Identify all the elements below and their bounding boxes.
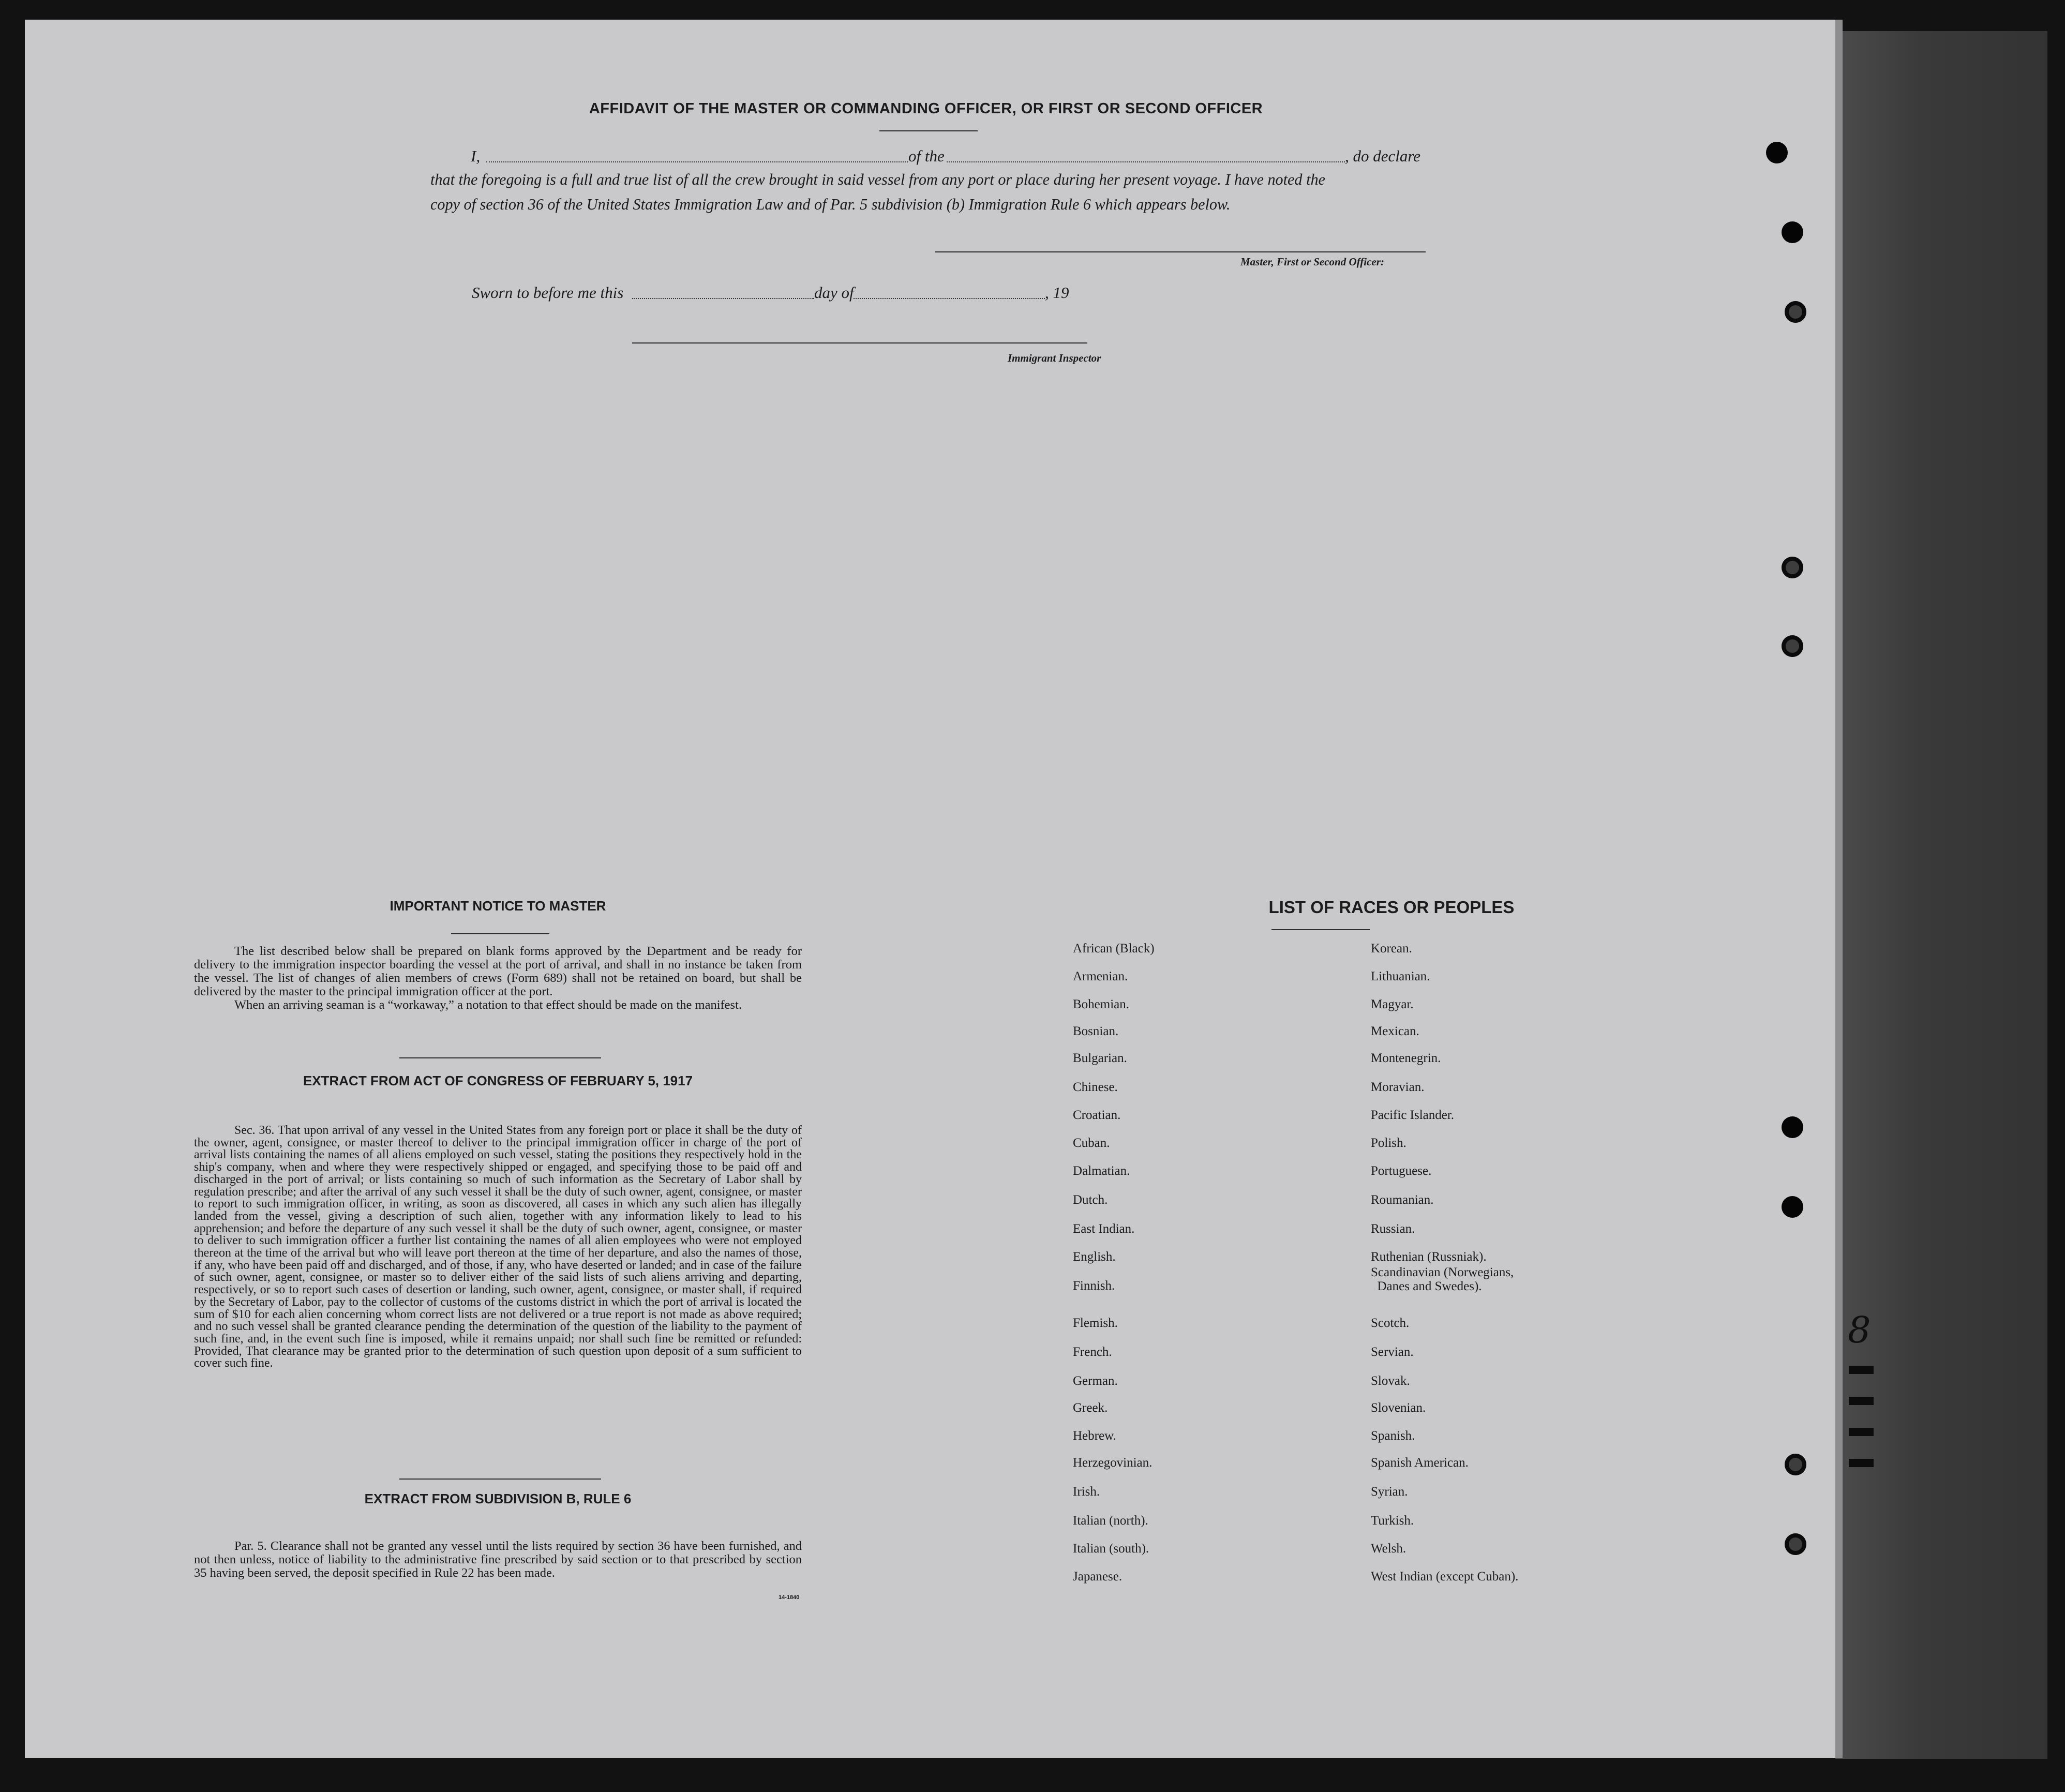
race-item: Flemish.: [1073, 1316, 1118, 1330]
race-item: Welsh.: [1371, 1542, 1406, 1556]
year-label: , 19: [1045, 283, 1069, 302]
race-item: Portuguese.: [1371, 1164, 1432, 1178]
race-item: Japanese.: [1073, 1570, 1123, 1584]
races-title-rule: [1271, 929, 1370, 930]
race-item: African (Black): [1073, 942, 1155, 955]
race-item: Cuban.: [1073, 1136, 1110, 1150]
race-item: Herzegovinian.: [1073, 1456, 1153, 1470]
race-item: Servian.: [1371, 1345, 1414, 1359]
race-item: Italian (south).: [1073, 1542, 1149, 1556]
binder-mark: [1849, 1428, 1874, 1436]
notice-body: [194, 945, 802, 1012]
notice-title-rule: [451, 933, 549, 934]
race-item: Korean.: [1371, 942, 1412, 955]
race-item: Croatian.: [1073, 1108, 1121, 1122]
affidavit-do-declare: , do declare: [1345, 147, 1421, 165]
race-item: Finnish.: [1073, 1279, 1115, 1293]
race-item: Bosnian.: [1073, 1024, 1119, 1038]
race-item: Spanish.: [1371, 1429, 1415, 1443]
affidavit-title: AFFIDAVIT OF THE MASTER OR COMMANDING OFFICER, OR FIRST OR SECOND OFFICER: [589, 100, 1263, 117]
race-item: Polish.: [1371, 1136, 1406, 1150]
affidavit-i-label: I,: [471, 147, 481, 165]
race-item: German.: [1073, 1374, 1118, 1388]
notice-paragraph: When an arriving seaman is a “workaway,” a notation to that effect should be made on the manifest.: [234, 998, 742, 1012]
race-item: Dalmatian.: [1073, 1164, 1130, 1178]
extract-rule-paragraph: Par. 5. Clearance shall not be granted any vessel until the lists required by section 36 have been furnished, and not then unless, notice of liability to the administrative fine prescribed by said section or to that prescribed by section 35 having been served, the deposit specified in Rule 22 has been made.: [194, 1539, 802, 1580]
form-number: 14-1840: [779, 1594, 800, 1601]
race-item: East Indian.: [1073, 1222, 1135, 1236]
section-rule: [399, 1057, 601, 1058]
race-item: Pacific Islander.: [1371, 1108, 1455, 1122]
binder-mark: [1849, 1366, 1874, 1374]
race-item: Spanish American.: [1371, 1456, 1469, 1470]
extract-rule-body: [194, 1540, 802, 1580]
race-item: Russian.: [1371, 1222, 1415, 1236]
binder-mark: [1849, 1459, 1874, 1467]
notice-paragraph: The list described below shall be prepared on blank forms approved by the Department and be ready for delivery to the immigration inspector boarding the vessel at the port of arrival, and shall in no instance be taken from the vessel. The list of changes of alien members of crews (Form 689) shall not be retained on board, but shall be delivered by the master to the principal immigration officer at the port.: [194, 944, 802, 998]
affidavit-body-line2: copy of section 36 of the United States Immigration Law and of Par. 5 subdivision (b) Immigration Rule 6 which appears below.: [430, 196, 1231, 213]
race-item: Bohemian.: [1073, 997, 1130, 1011]
punch-hole: [1785, 301, 1806, 323]
punch-hole: [1782, 1116, 1803, 1138]
binder-background: [1835, 31, 2047, 1759]
extract-rule-title: EXTRACT FROM SUBDIVISION B, RULE 6: [364, 1491, 632, 1506]
race-item: Dutch.: [1073, 1193, 1108, 1207]
handwritten-mark: 8: [1848, 1309, 1871, 1351]
notice-title: IMPORTANT NOTICE TO MASTER: [390, 898, 606, 914]
race-item: Chinese.: [1073, 1080, 1118, 1094]
race-item: Slovak.: [1371, 1374, 1410, 1388]
race-item: Italian (north).: [1073, 1514, 1148, 1528]
day-of-label: day of: [814, 283, 854, 302]
extract-act-title: EXTRACT FROM ACT OF CONGRESS OF FEBRUARY 5, 1917: [303, 1073, 693, 1088]
race-item: Scandinavian (Norwegians, Danes and Swedes).: [1371, 1265, 1514, 1293]
race-item: Magyar.: [1371, 997, 1414, 1011]
race-item: Mexican.: [1371, 1024, 1419, 1038]
race-item: Roumanian.: [1371, 1193, 1434, 1207]
race-item: Montenegrin.: [1371, 1051, 1441, 1065]
inspector-label: Immigrant Inspector: [1008, 352, 1101, 364]
race-item: French.: [1073, 1345, 1112, 1359]
extract-act-body: [194, 1125, 802, 1370]
inspector-signature-line: [632, 342, 1087, 344]
race-item: Bulgarian.: [1073, 1051, 1127, 1065]
race-item: Slovenian.: [1371, 1401, 1426, 1415]
race-item: West Indian (except Cuban).: [1371, 1570, 1519, 1584]
name-blank: [486, 161, 908, 162]
title-rule: [879, 130, 978, 131]
master-signature-line: [935, 251, 1426, 252]
race-item: Irish.: [1073, 1485, 1100, 1499]
affidavit-body-line1: that the foregoing is a full and true list of all the crew brought in said vessel from any port or place during her present voyage. I have noted the: [430, 171, 1325, 188]
master-signature-label: Master, First or Second Officer:: [1240, 256, 1384, 268]
punch-hole: [1766, 142, 1788, 163]
affidavit-of-the-label: of the: [908, 147, 945, 165]
punch-hole: [1785, 1454, 1806, 1475]
race-item: Armenian.: [1073, 969, 1128, 983]
race-item: Turkish.: [1371, 1514, 1414, 1528]
races-title: LIST OF RACES OR PEOPLES: [1268, 898, 1515, 917]
punch-hole: [1782, 557, 1803, 578]
page-edge: [1835, 20, 1843, 1758]
sworn-label: Sworn to before me this: [472, 283, 624, 302]
race-item: Hebrew.: [1073, 1429, 1116, 1443]
race-item: Scotch.: [1371, 1316, 1410, 1330]
punch-hole: [1785, 1533, 1806, 1555]
sworn-day-blank: [632, 298, 814, 299]
section-rule: [399, 1479, 601, 1480]
race-item: Syrian.: [1371, 1485, 1408, 1499]
race-item: Ruthenian (Russniak).: [1371, 1250, 1487, 1264]
race-item: Moravian.: [1371, 1080, 1425, 1094]
race-item: Greek.: [1073, 1401, 1108, 1415]
punch-hole: [1782, 1196, 1803, 1218]
binder-mark: [1849, 1397, 1874, 1405]
race-item: English.: [1073, 1250, 1116, 1264]
punch-hole: [1782, 635, 1803, 657]
race-item: Lithuanian.: [1371, 969, 1430, 983]
extract-act-paragraph: Sec. 36. That upon arrival of any vessel in the United States from any foreign port or place it shall be the duty of the owner, agent, consignee, or master thereof to deliver to the principal immigration officer in charge of the port of arrival lists containing the names of all aliens employed on such vessel, stating the positions they respectively hold in the ship's company, when and where they were respectively shipped or engaged, and specifying those to be paid off and discharged in the port of arrival; or lists containing so much of such information as the Secretary of Labor shall by regulation prescribe; and after the arrival of any such vessel it shall be the duty of such owner, agent, consignee, or master to report to such immigration officer, in writing, as soon as discovered, all cases in which any such alien has illegally landed from the vessel, giving a description of such alien, together with any information likely to lead to his apprehension; and before the departure of any such vessel it shall be the duty of such owner, agent, consignee, or master to deliver to such immigration officer a further list containing the names of all alien employees who were not employed thereon at the time of the arrival but who will leave port thereon at the time of her departure, and also the names of those, if any, who have been paid off and discharged, and of those, if any, who have deserted or landed; and in case of the failure of such owner, agent, consignee, or master so to deliver either of the said lists of such aliens arriving and departing, respectively, or so to report such cases of desertion or landing, such owner, agent, consignee, or master shall, if required by the Secretary of Labor, pay to the collector of customs of the customs district in which the port of arrival is located the sum of $10 for each alien concerning whom correct lists are not delivered or a true report is not made as above required; and no such vessel shall be granted clearance pending the determination of the question of the liability to the payment of such fine, and, in the event such fine is imposed, while it remains unpaid; nor shall such fine be remitted or refunded: Provided, That clearance may be granted prior to the determination of such question upon deposit of a sum sufficient to cover such fine.: [194, 1124, 802, 1370]
sworn-month-blank: [854, 298, 1045, 299]
vessel-blank: [947, 161, 1345, 162]
punch-hole: [1782, 221, 1803, 243]
